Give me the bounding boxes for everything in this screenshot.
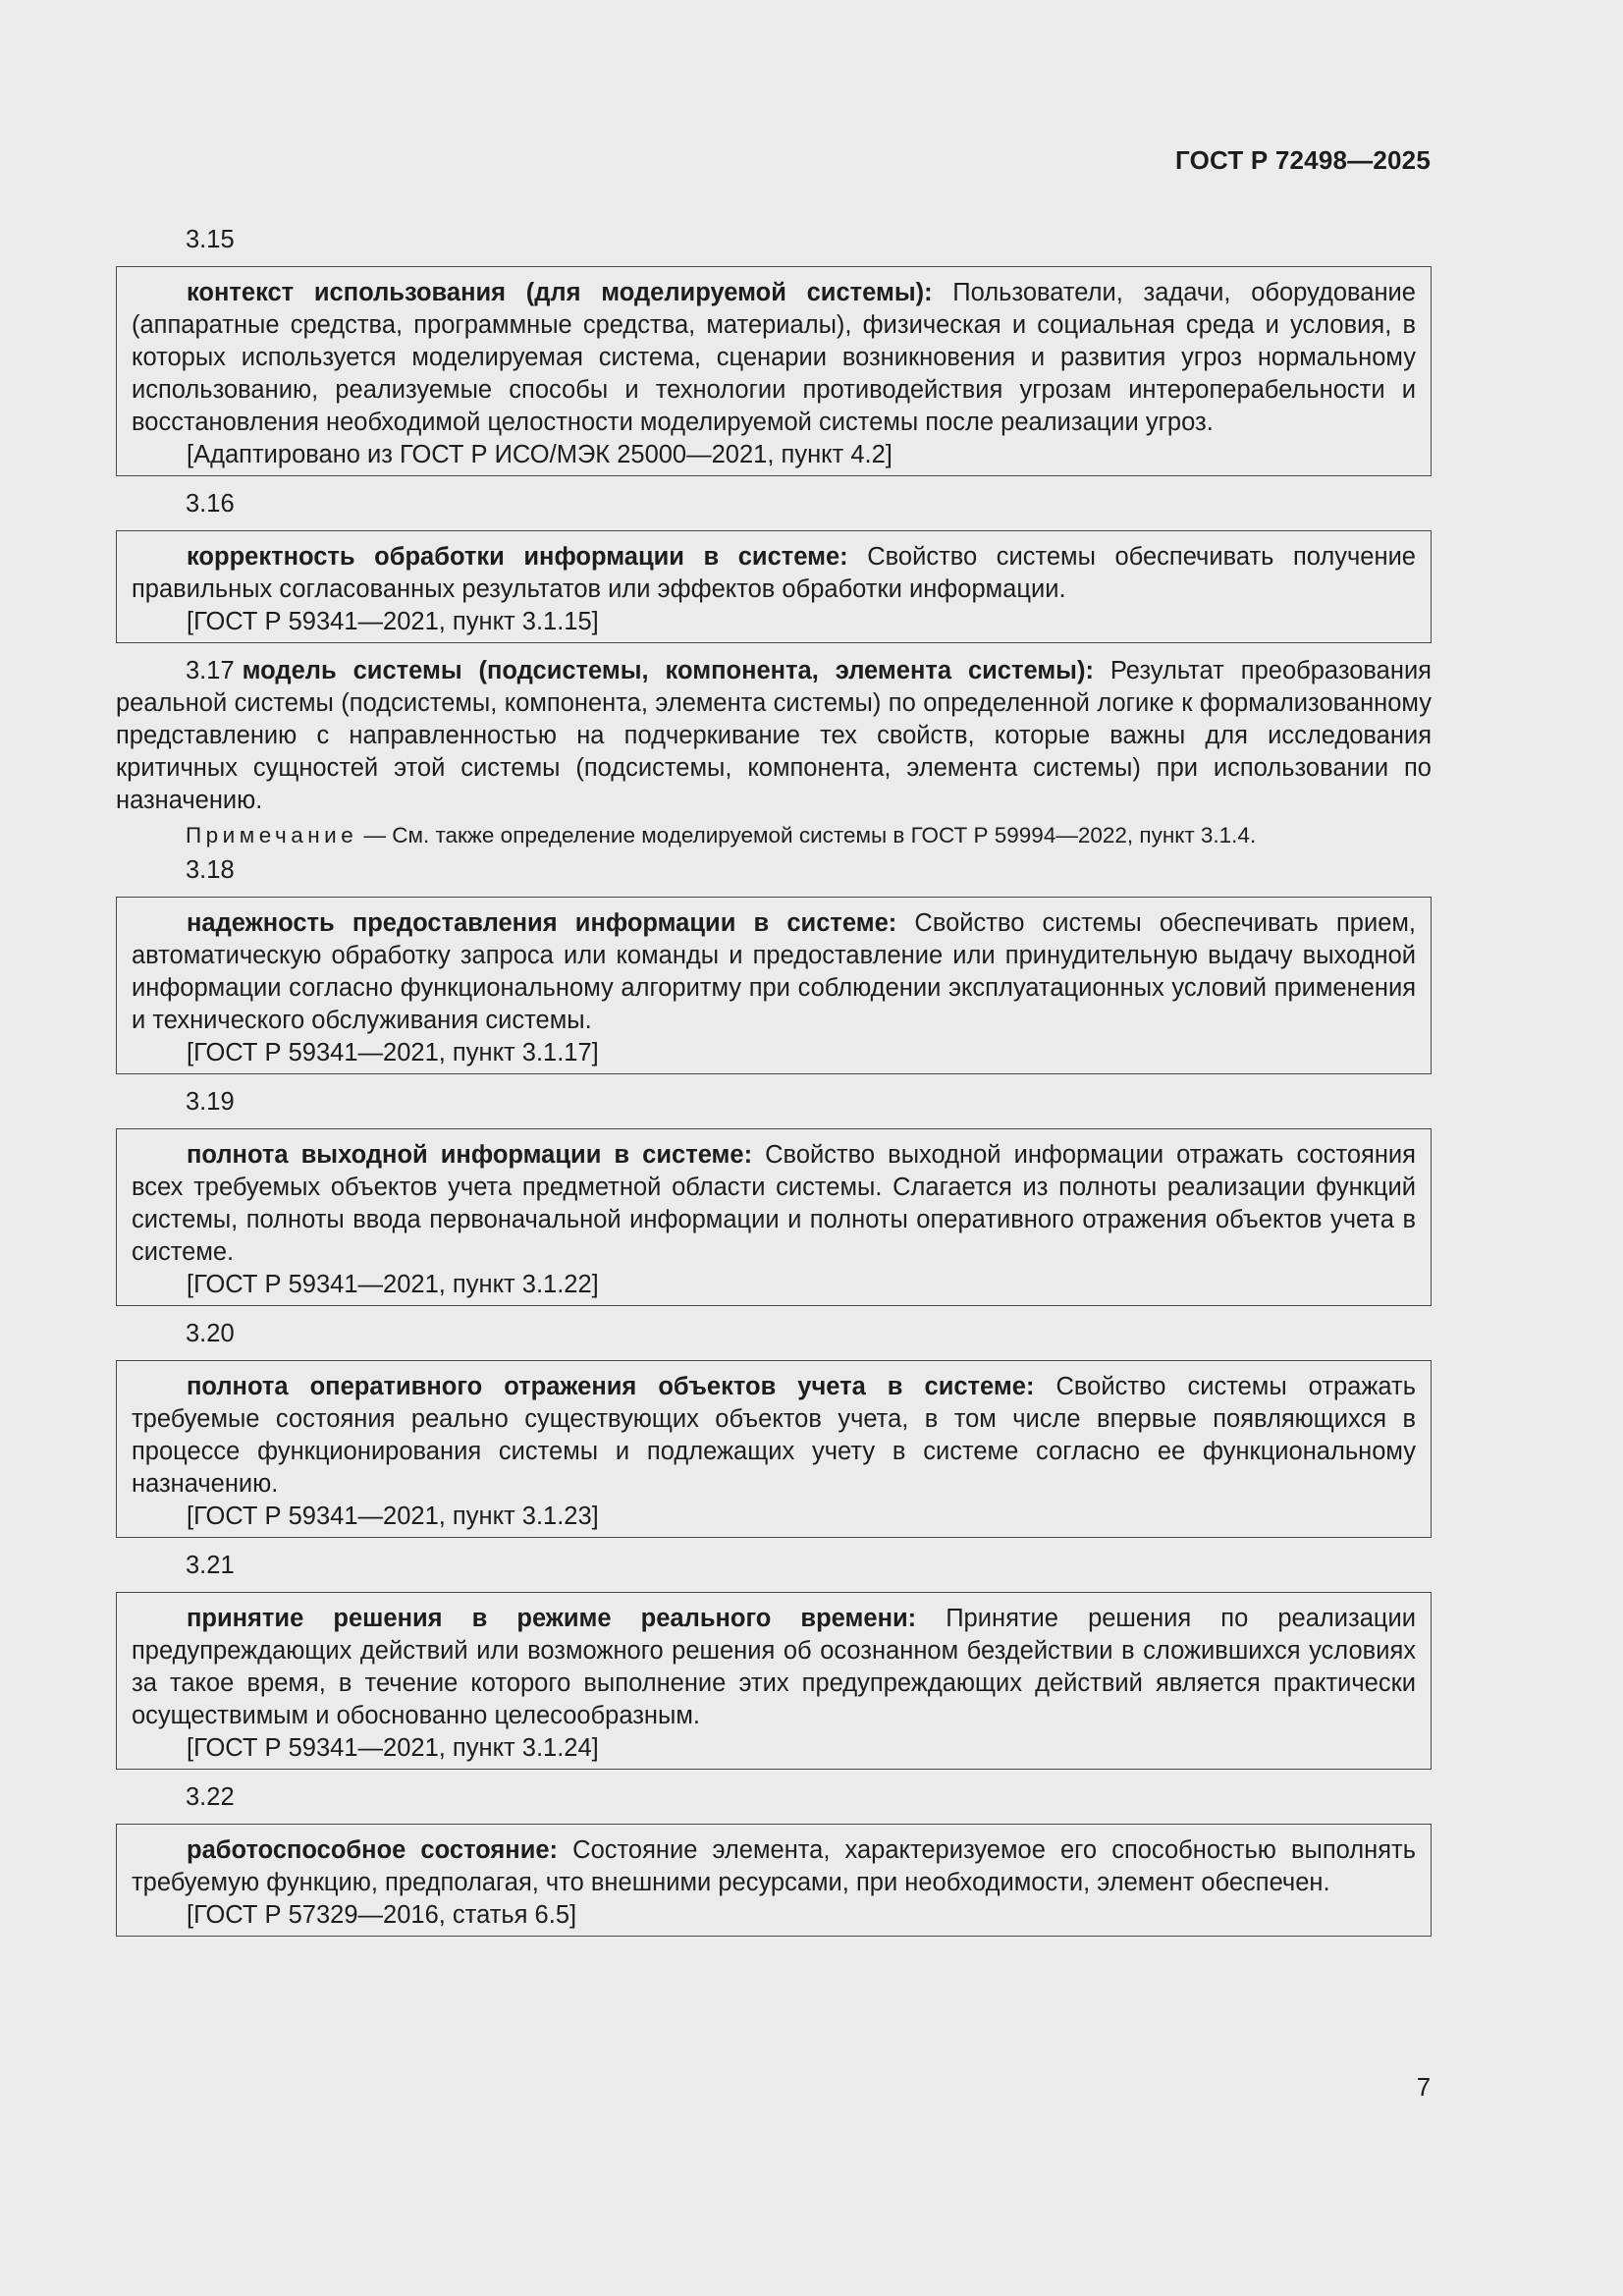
term-name: полнота выходной информации в системе: xyxy=(187,1141,753,1169)
term-number: 3.20 xyxy=(186,1320,235,1347)
term-number: 3.22 xyxy=(186,1783,235,1811)
note-label: Примечание xyxy=(186,823,358,847)
term-number: 3.18 xyxy=(186,856,235,884)
term-box xyxy=(116,897,1432,1074)
term-note xyxy=(116,821,1432,850)
term-source: [ГОСТ Р 57329—2016, статья 6.5] xyxy=(187,1901,577,1929)
term-box xyxy=(116,266,1432,476)
term-source: [ГОСТ Р 59341—2021, пункт 3.1.23] xyxy=(187,1503,599,1530)
term-number: 3.16 xyxy=(186,490,235,518)
term-name: надежность предоставления информации в системе: xyxy=(187,909,897,937)
term-name: полнота оперативного отражения объектов учета в системе: xyxy=(187,1373,1035,1400)
term-definition xyxy=(132,1603,1416,1732)
term-box xyxy=(116,530,1432,643)
term-definition xyxy=(132,1834,1416,1899)
term-source: [Адаптировано из ГОСТ Р ИСО/МЭК 25000—2021, пункт 4.2] xyxy=(187,441,893,468)
term-text: Свойство системы отражать требуемые состояния реально существующих объектов учета, в том числе впервые появляющихся в процессе функционирования системы и подлежащих учету в системе согласно ее функциональному назначению. xyxy=(132,1373,1416,1498)
term-text: Свойство системы обеспечивать получение правильных согласованных результатов или эффектов обработки информации. xyxy=(132,543,1416,603)
term-definition xyxy=(132,1139,1416,1269)
term-definition xyxy=(132,1371,1416,1501)
term-text: Состояние элемента, характеризуемое его способностью выполнять требуемую функцию, предполагая, что внешними ресурсами, при необходимости, элемент обеспечен. xyxy=(132,1836,1416,1896)
term-text: Свойство системы обеспечивать прием, автоматическую обработку запроса или команды и предоставление или принудительную выдачу выходной информации согласно функциональному алгоритму при соблюдении эксплуатационных условий применения и технического обслуживания системы. xyxy=(132,909,1416,1034)
term-number: 3.17 xyxy=(186,657,235,684)
note-text: — См. также определение моделируемой системы в ГОСТ Р 59994—2022, пункт 3.1.4. xyxy=(357,823,1257,847)
term-number: 3.15 xyxy=(186,226,235,253)
term-text: Свойство выходной информации отражать состояния всех требуемых объектов учета предметной области системы. Слагается из полноты реализации функций системы, полноты ввода первоначальной информации и полноты оперативного отражения объектов учета в системе. xyxy=(132,1141,1416,1266)
term-name: контекст использования (для моделируемой системы): xyxy=(187,279,933,306)
term-plain xyxy=(116,655,1432,817)
term-text: Результат преобразования реальной системы (подсистемы, компонента, элемента системы) по определенной логике к формализованному представлению с направленностью на подчеркивание тех свойств, которые важны для исследования критичных сущностей этой системы (подсистемы, компонента, элемента системы) при использовании по назначению. xyxy=(116,657,1432,814)
term-box xyxy=(116,1360,1432,1538)
terms-list xyxy=(116,224,1432,1948)
term-definition xyxy=(132,277,1416,439)
document-code: ГОСТ Р 72498—2025 xyxy=(1175,145,1431,175)
term-source: [ГОСТ Р 59341—2021, пункт 3.1.15] xyxy=(187,608,599,635)
term-definition xyxy=(116,655,1432,817)
term-name: работоспособное состояние: xyxy=(187,1836,559,1864)
term-text: Пользователи, задачи, оборудование (аппаратные средства, программные средства, материалы), физическая и социальная среда и условия, в которых используется моделируемая система, сценарии возникновения и развития угроз нормальному использованию, реализуемые способы и технологии противодействия угрозам интероперабельности и восстановления необходимой целостности моделируемой системы после реализации угроз. xyxy=(132,279,1416,436)
term-text: Принятие решения по реализации предупреждающих действий или возможного решения об осознанном бездействии в сложившихся условиях за такое время, в течение которого выполнение этих предупреждающих действий является практически осуществимым и обоснованно целесообразным. xyxy=(132,1605,1417,1729)
term-source: [ГОСТ Р 59341—2021, пункт 3.1.22] xyxy=(187,1271,599,1298)
term-name: модель системы (подсистемы, компонента, элемента системы): xyxy=(242,657,1094,684)
term-name: принятие решения в режиме реального времени: xyxy=(187,1605,917,1632)
term-number: 3.21 xyxy=(186,1552,235,1579)
term-box xyxy=(116,1824,1432,1937)
term-number: 3.19 xyxy=(186,1088,235,1116)
term-name: корректность обработки информации в системе: xyxy=(187,543,848,571)
term-definition xyxy=(132,541,1416,606)
term-definition xyxy=(132,907,1416,1037)
term-box xyxy=(116,1128,1432,1306)
term-source: [ГОСТ Р 59341—2021, пункт 3.1.24] xyxy=(187,1734,599,1762)
term-source: [ГОСТ Р 59341—2021, пункт 3.1.17] xyxy=(187,1039,599,1066)
page-number: 7 xyxy=(1416,2074,1431,2102)
term-box xyxy=(116,1592,1432,1770)
